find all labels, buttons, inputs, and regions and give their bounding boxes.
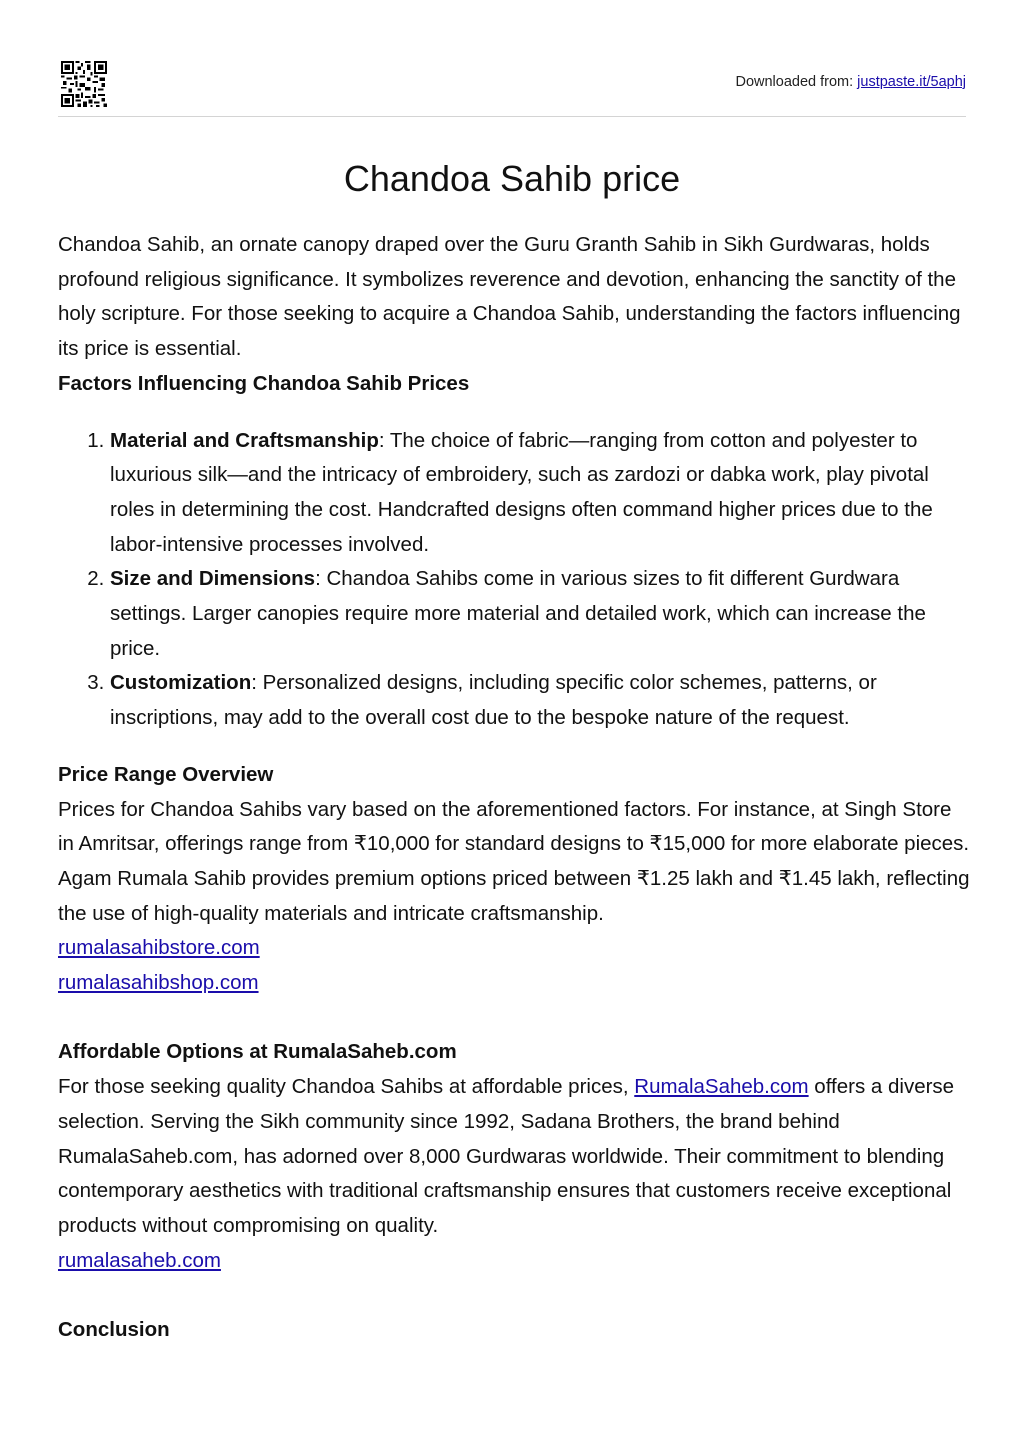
factors-list xyxy=(58,424,970,736)
rumalasaheb-inline-link[interactable]: RumalaSaheb.com xyxy=(634,1075,809,1099)
store-link[interactable]: rumalasahibstore.com xyxy=(58,936,260,960)
factor-text: : Chandoa Sahibs come in various sizes to fit different Gurdwara settings. Larger canopies require more material and detailed work, which can increase the price. xyxy=(110,567,926,660)
page-title: Chandoa Sahib price xyxy=(343,158,681,199)
affordable-text-after: offers a diverse selection. Serving the Sikh community since 1992, Sadana Brothers, the brand behind RumalaSaheb.com, has adorned over 8,000 Gurdwaras worldwide. Their commitment to blending contemporary aesthetics with traditional craftsmanship ensures that customers receive exceptional products without compromising on quality. xyxy=(58,1075,955,1237)
factor-term: Customization xyxy=(110,671,252,695)
affordable-paragraph xyxy=(58,1070,970,1244)
affordable-heading: Affordable Options at RumalaSaheb.com xyxy=(58,1040,457,1064)
factor-term: Material and Craftsmanship xyxy=(110,428,379,452)
list-item xyxy=(110,424,970,563)
downloaded-label: Downloaded from: xyxy=(735,74,854,90)
rumalasaheb-link[interactable]: rumalasaheb.com xyxy=(58,1248,221,1272)
factors-heading: Factors Influencing Chandoa Sahib Prices xyxy=(58,371,470,395)
affordable-text-before: For those seeking quality Chandoa Sahibs at affordable prices, xyxy=(58,1075,635,1099)
factor-term: Size and Dimensions xyxy=(110,567,316,591)
factor-text: : Personalized designs, including specific color schemes, patterns, or inscriptions, may add to the overall cost due to the bespoke nature of the request. xyxy=(110,671,877,730)
list-item xyxy=(110,666,970,735)
intro-paragraph: Chandoa Sahib, an ornate canopy draped over the Guru Granth Sahib in Sikh Gurdwaras, holds profound religious significance. It symbolizes reverence and devotion, enhancing the sanctity of the holy scripture. For those seeking to acquire a Chandoa Sahib, understanding the factors influencing its price is essential. xyxy=(58,233,961,361)
factor-text: : The choice of fabric—ranging from cotton and polyester to luxurious silk—and the intricacy of embroidery, such as zardozi or dabka work, play pivotal roles in determining the cost. Handcrafted designs often command higher prices due to the labor-intensive processes involved. xyxy=(110,428,933,556)
page-header xyxy=(58,58,966,117)
source-link[interactable]: justpaste.it/5aphj xyxy=(857,74,966,90)
article-body xyxy=(58,228,970,1348)
conclusion-heading: Conclusion xyxy=(58,1318,170,1342)
price-range-paragraph: Prices for Chandoa Sahibs vary based on the aforementioned factors. For instance, at Singh Store in Amritsar, offerings range from ₹10,000 for standard designs to ₹15,000 for more elaborate pieces. Agam Rumala Sahib provides premium options priced between ₹1.25 lakh and ₹1.45 lakh, reflecting the use of high-quality materials and intricate craftsmanship. xyxy=(58,797,970,925)
price-range-heading: Price Range Overview xyxy=(58,762,274,786)
list-item xyxy=(110,562,970,666)
downloaded-from xyxy=(735,74,966,90)
shop-link[interactable]: rumalasahibshop.com xyxy=(58,971,259,995)
qr-code-icon xyxy=(61,61,107,107)
